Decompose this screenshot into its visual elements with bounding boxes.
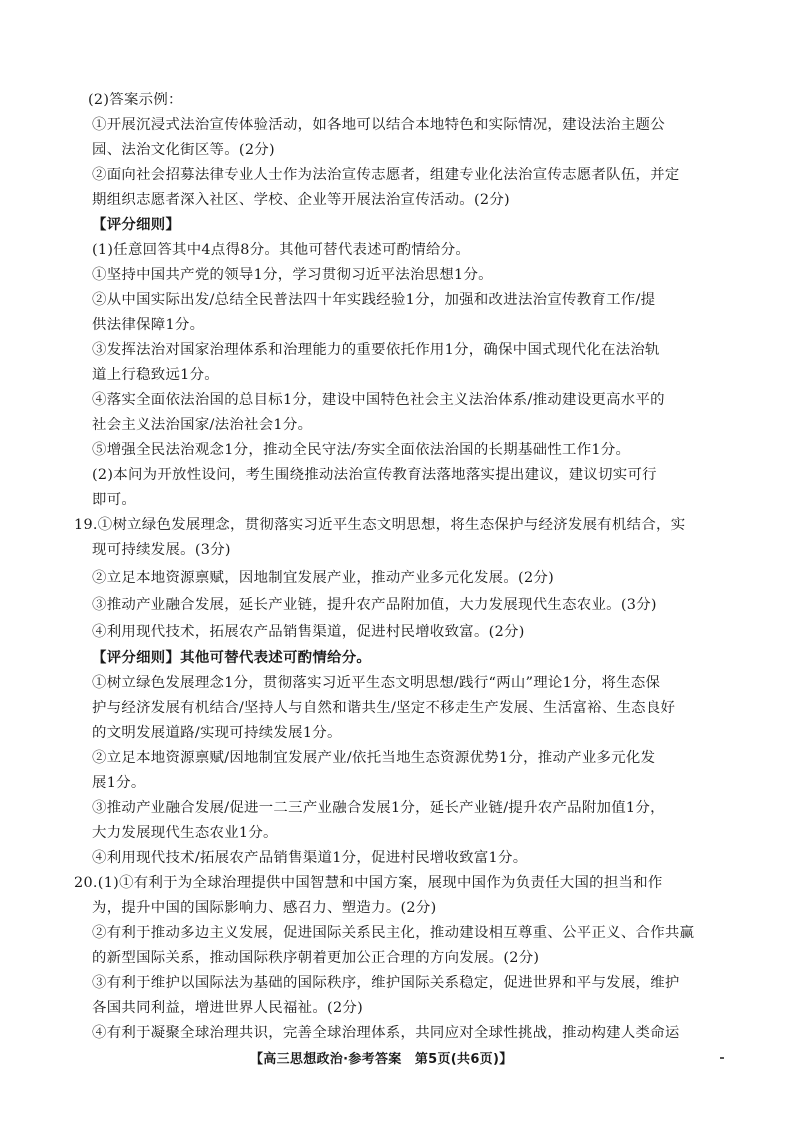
text-line: 社会主义法治国家/法治社会1分。 (92, 417, 313, 433)
text-line: ④利用现代技术，拓展农产品销售渠道，促进村民增收致富。(2分) (92, 624, 525, 640)
text-line: (2)本问为开放性设问，考生围绕推动法治宣传教育法落地落实提出建议，建议切实可行 (92, 467, 657, 483)
text-line: ②立足本地资源禀赋/因地制宜发展产业/依托当地生态资源优势1分，推动产业多元化发 (92, 750, 656, 766)
text-line: 园、法治文化街区等。(2分) (92, 142, 275, 158)
page-footer: 【高三思想政治·参考答案 第5页(共6页)】 (250, 1052, 513, 1067)
scan-mark (720, 1057, 724, 1059)
text-line: 展1分。 (92, 775, 146, 791)
text-line: 为，提升中国的国际影响力、感召力、塑造力。(2分) (92, 900, 437, 916)
text-line: ①树立绿色发展理念1分，贯彻落实习近平生态文明思想/践行“两山”理论1分，将生态保 (92, 675, 661, 691)
text-line: 供法律保障1分。 (92, 317, 205, 333)
text-line: (1)任意回答其中4点得8分。其他可替代表述可酌情给分。 (92, 242, 471, 258)
text-line: ②面向社会招募法律专业人士作为法治宣传志愿者，组建专业化法治宣传志愿者队伍，并定 (92, 167, 680, 183)
section-heading: 【评分细则】其他可替代表述可酌情给分。 (92, 650, 372, 666)
text-line: 道上行稳致远1分。 (92, 367, 219, 383)
text-line: ⑤增强全民法治观念1分，推动全民守法/夯实全面依法治国的长期基础性工作1分。 (92, 442, 631, 458)
text-line: ②有利于推动多边主义发展，促进国际关系民主化，推动建设相互尊重、公平正义、合作共赢 (92, 925, 695, 941)
text-line: 20.(1)①有利于为全球治理提供中国智慧和中国方案，展现中国作为负责任大国的担当和作 (74, 875, 663, 891)
text-line: ③有利于维护以国际法为基础的国际秩序，维护国际关系稳定，促进世界和平与发展，维护 (92, 975, 680, 991)
text-line: ②立足本地资源禀赋，因地制宜发展产业，推动产业多元化发展。(2分) (92, 570, 555, 586)
text-line: ③发挥法治对国家治理体系和治理能力的重要依托作用1分，确保中国式现代化在法治轨 (92, 342, 660, 358)
text-line: (2)答案示例： (88, 92, 183, 108)
text-line: ④利用现代技术/拓展农产品销售渠道1分，促进村民增收致富1分。 (92, 850, 528, 866)
text-line: ②从中国实际出发/总结全民普法四十年实践经验1分，加强和改进法治宣传教育工作/提 (92, 292, 656, 308)
text-line: 各国共同利益，增进世界人民福祉。(2分) (92, 1000, 364, 1016)
text-line: 19.①树立绿色发展理念，贯彻落实习近平生态文明思想，将生态保护与经济发展有机结合，实 (74, 517, 686, 533)
text-line: 护与经济发展有机结合/坚持人与自然和谐共生/坚定不移走生产发展、生活富裕、生态良好 (92, 700, 676, 716)
text-line: ③推动产业融合发展/促进一二三产业融合发展1分，延长产业链/提升农产品附加值1分， (92, 800, 665, 816)
text-line: 大力发展现代生态农业1分。 (92, 825, 278, 841)
text-line: ④落实全面依法治国的总目标1分，建设中国特色社会主义法治体系/推动建设更高水平的 (92, 392, 665, 408)
text-line: 的文明发展道路/实现可持续发展1分。 (92, 725, 342, 741)
text-line: ①坚持中国共产党的领导1分，学习贯彻习近平法治思想1分。 (92, 267, 493, 283)
text-line: 的新型国际关系，推动国际秩序朝着更加公正合理的方向发展。(2分) (92, 950, 540, 966)
text-line: 现可持续发展。(3分) (92, 542, 231, 558)
text-line: 即可。 (92, 492, 137, 508)
section-heading: 【评分细则】 (92, 217, 181, 233)
text-line: ①开展沉浸式法治宣传体验活动，如各地可以结合本地特色和实际情况，建设法治主题公 (92, 117, 665, 133)
text-line: ③推动产业融合发展，延长产业链，提升农产品附加值，大力发展现代生态农业。(3分) (92, 597, 657, 613)
text-line: ④有利于凝聚全球治理共识，完善全球治理体系，共同应对全球性挑战，推动构建人类命运 (92, 1025, 680, 1041)
text-line: 期组织志愿者深入社区、学校、企业等开展法治宣传活动。(2分) (92, 192, 510, 208)
